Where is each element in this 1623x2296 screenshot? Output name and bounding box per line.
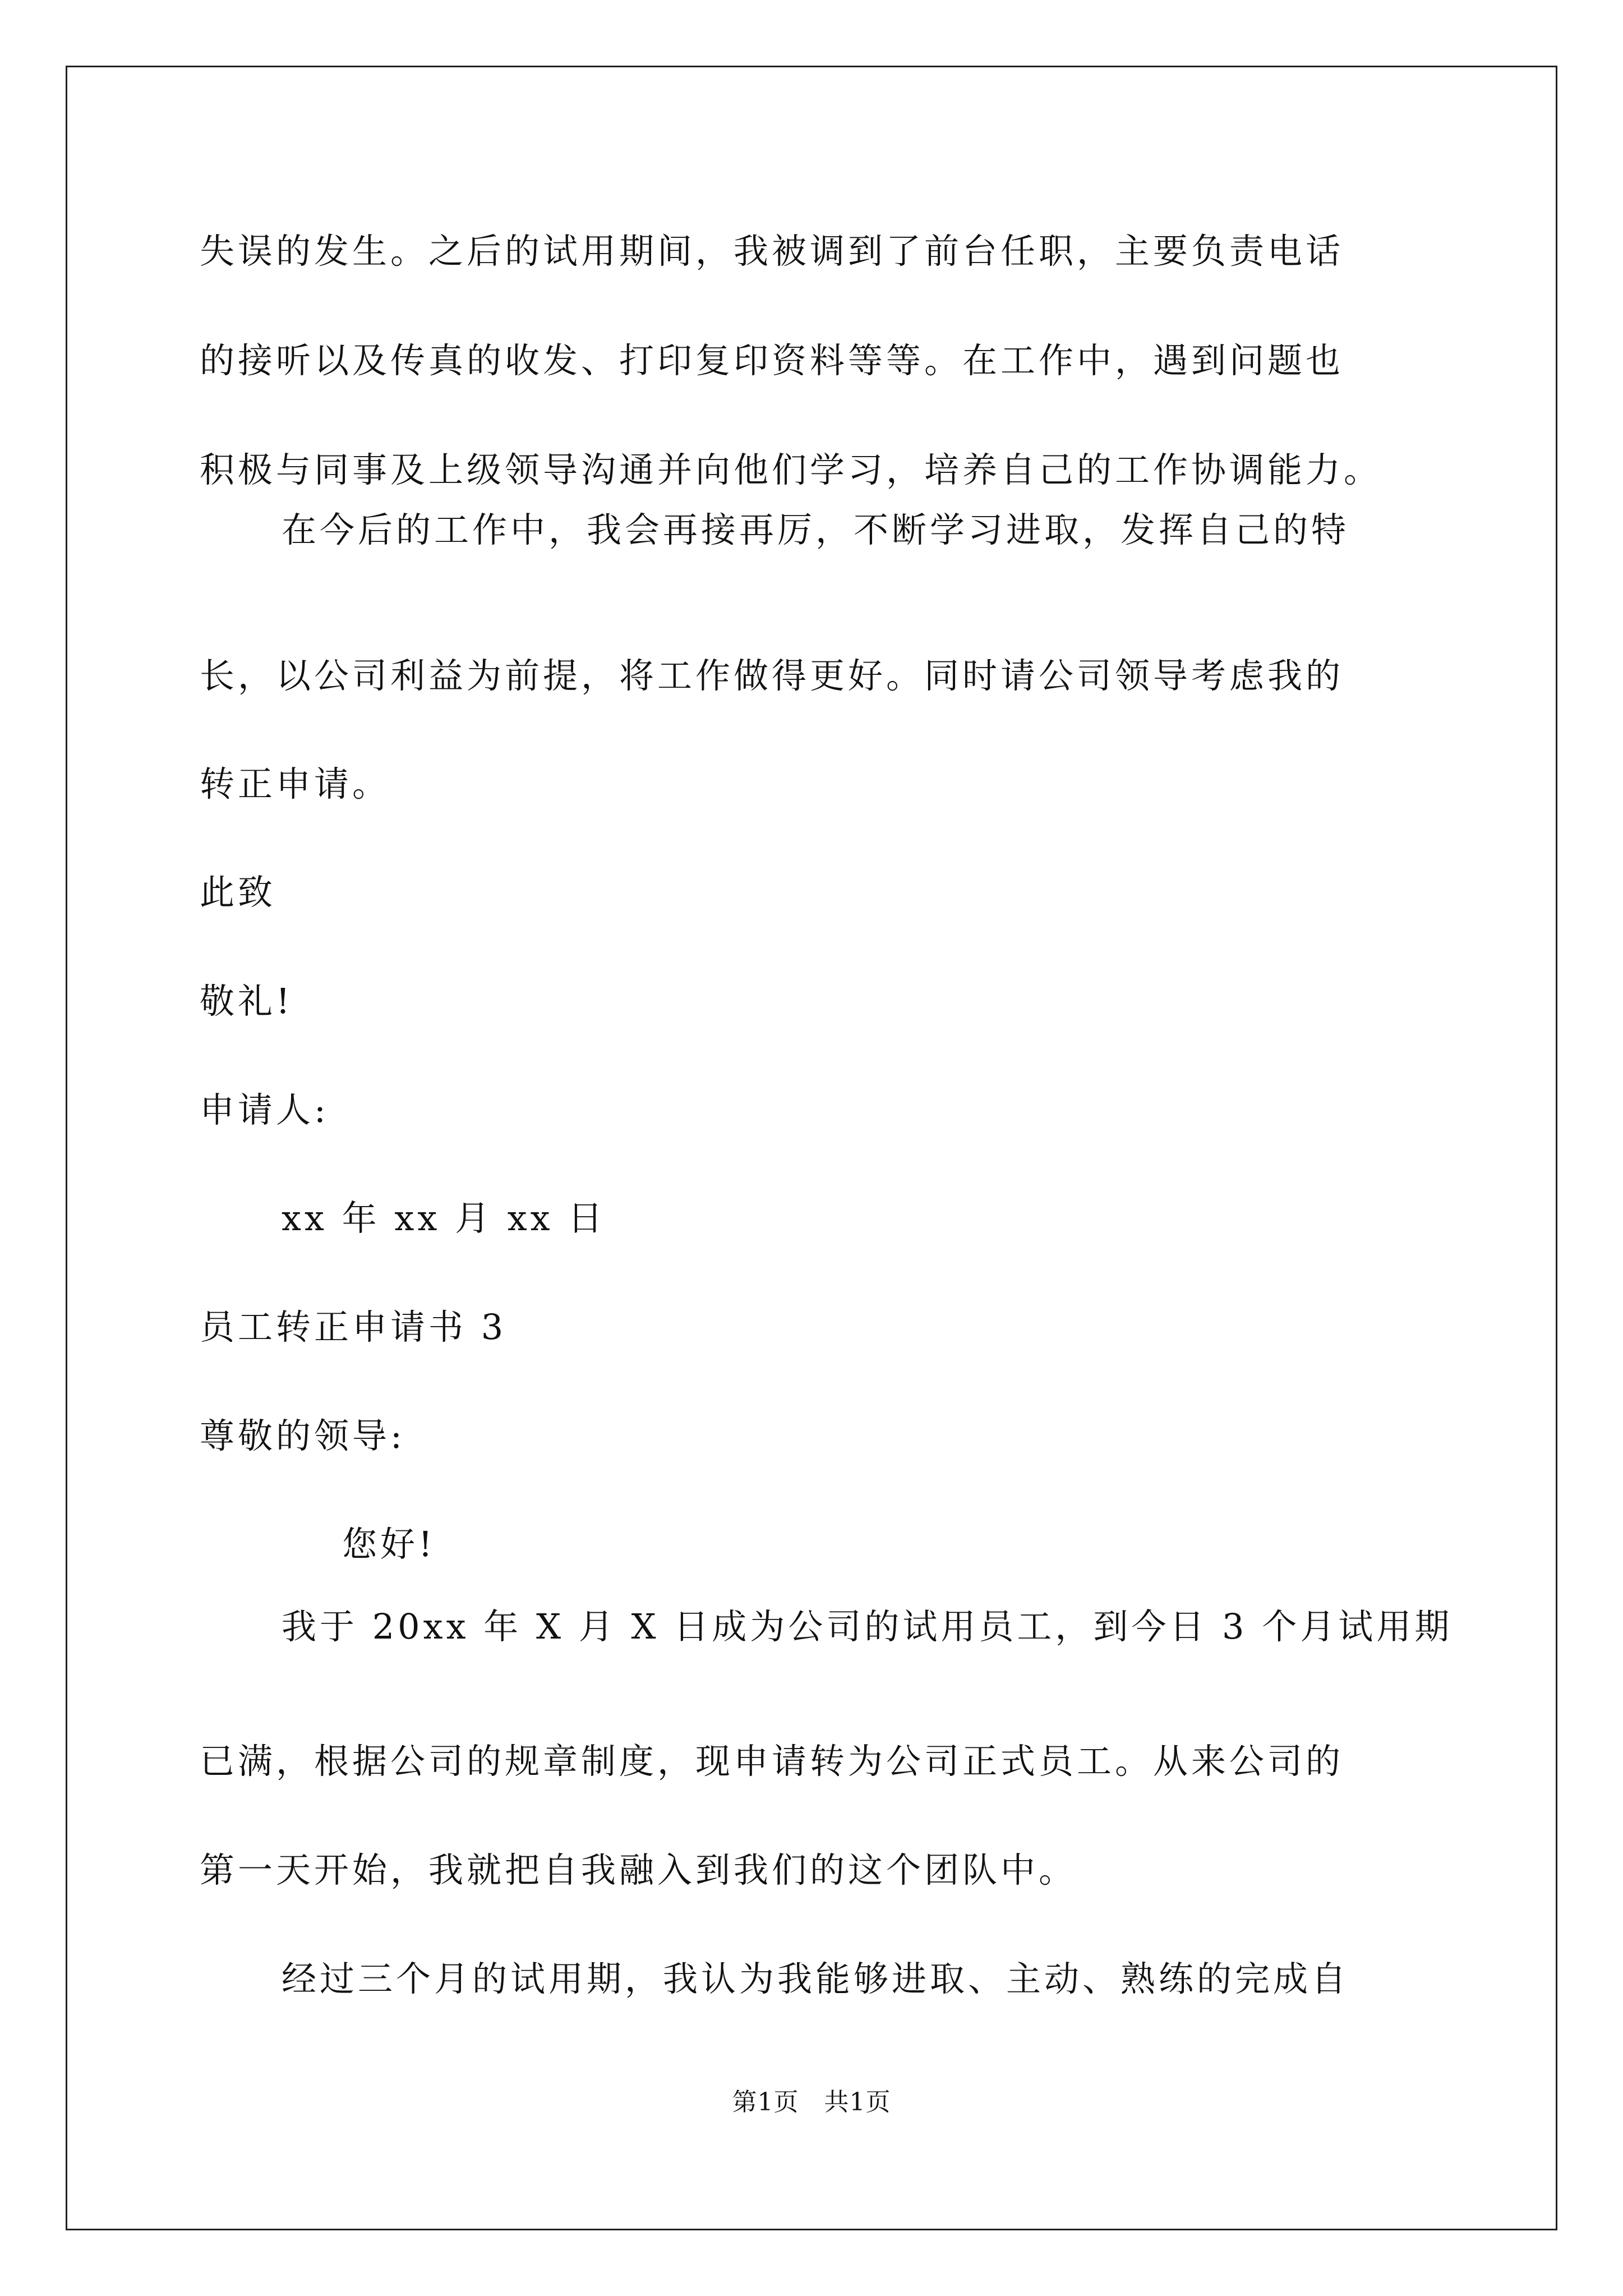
paragraph-line: 失误的发生。之后的试用期间，我被调到了前台任职，主要负责电话 — [200, 231, 1344, 272]
salutation-line: 此致 — [200, 872, 276, 913]
date-line: xx 年 xx 月 xx 日 — [282, 1198, 606, 1239]
paragraph-line: 第一天开始，我就把自我融入到我们的这个团队中。 — [200, 1849, 1077, 1890]
paragraph-line: 的接听以及传真的收发、打印复印资料等等。在工作中，遇到问题也 — [200, 340, 1344, 381]
greeting-line: 您好! — [342, 1524, 436, 1565]
page-frame — [66, 66, 1557, 2230]
paragraph-line: 长，以公司利益为前提，将工作做得更好。同时请公司领导考虑我的 — [200, 655, 1344, 696]
page-number-footer: 第1页 共1页 — [732, 2088, 891, 2116]
greeting-line: 尊敬的领导: — [200, 1415, 405, 1456]
paragraph-line: 我于 20xx 年 X 月 X 日成为公司的试用员工，到今日 3 个月试用期 — [282, 1606, 1453, 1647]
paragraph-line: 积极与同事及上级领导沟通并向他们学习，培养自己的工作协调能力。 — [200, 449, 1382, 490]
paragraph-line: 在今后的工作中，我会再接再厉，不断学习进取，发挥自己的特 — [282, 509, 1350, 550]
section-title: 员工转正申请书 3 — [200, 1306, 507, 1347]
paragraph-line: 经过三个月的试用期，我认为我能够进取、主动、熟练的完成自 — [282, 1958, 1350, 1999]
applicant-label: 申请人: — [200, 1089, 329, 1130]
paragraph-line: 转正申请。 — [200, 763, 391, 804]
salutation-line: 敬礼! — [200, 981, 293, 1022]
paragraph-line: 已满，根据公司的规章制度，现申请转为公司正式员工。从来公司的 — [200, 1741, 1344, 1782]
